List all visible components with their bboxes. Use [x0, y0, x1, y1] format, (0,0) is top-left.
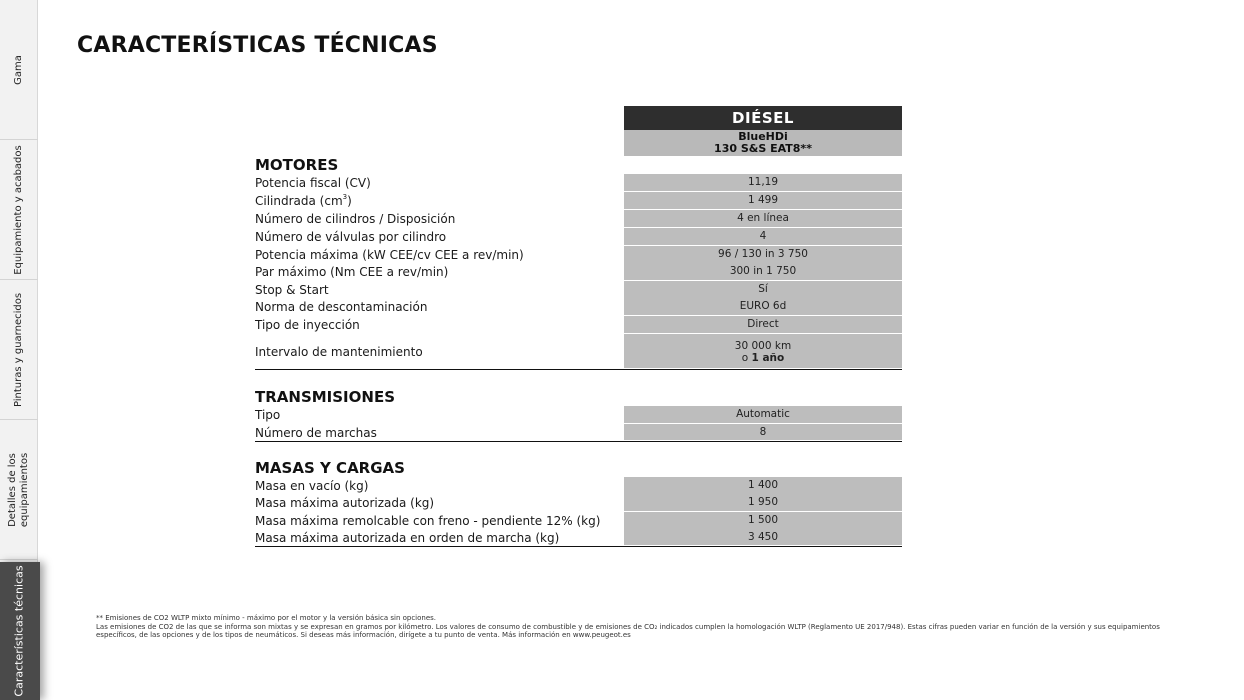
sidebar-tab-detalles[interactable] [0, 420, 38, 560]
spec-value: 4 [624, 228, 902, 246]
spec-value: EURO 6d [624, 298, 902, 316]
spec-row [255, 210, 902, 228]
sidebar-tab-label: Detalles de los equipamientos [7, 452, 31, 527]
spec-value: 300 in 1 750 [624, 263, 902, 281]
spec-row [255, 174, 902, 192]
spec-row [255, 246, 902, 264]
spec-row [255, 477, 902, 495]
engine-version-header [624, 130, 902, 156]
spec-row [255, 281, 902, 299]
spec-label: Masa máxima remolcable con freno - pendiente 12% (kg) [255, 514, 601, 528]
spec-label: Par máximo (Nm CEE a rev/min) [255, 265, 449, 279]
sidebar-nav [0, 0, 38, 700]
spec-row [255, 192, 902, 210]
spec-value: Automatic [624, 406, 902, 424]
spec-value: 8 [624, 424, 902, 441]
section-title-motores: MOTORES [255, 156, 339, 174]
spec-value: 1 499 [624, 192, 902, 210]
engine-variant: 130 S&S EAT8** [714, 142, 812, 155]
spec-label: Cilindrada $(cm^3)$ [255, 193, 352, 208]
spec-label: Stop & Start [255, 283, 329, 297]
spec-value: 1 400 [624, 477, 902, 495]
spec-row [255, 334, 902, 370]
spec-row [255, 494, 902, 512]
spec-label: Potencia fiscal (CV) [255, 176, 371, 190]
spec-label: Número de marchas [255, 426, 377, 440]
spec-label: Masa máxima autorizada (kg) [255, 496, 435, 510]
sidebar-tab-label: Características técnicas [13, 565, 26, 697]
spec-row [255, 228, 902, 246]
spec-label: Norma de descontaminación [255, 300, 428, 314]
footnote [96, 614, 1176, 640]
spec-value: 96 / 130 in 3 750 [624, 246, 902, 264]
sidebar-tab-equipamiento[interactable] [0, 140, 38, 280]
page-title: CARACTERÍSTICAS TÉCNICAS [77, 33, 438, 58]
engine-name: BlueHDi [738, 130, 788, 143]
spec-row [255, 529, 902, 547]
spec-row [255, 406, 902, 424]
spec-label: Tipo [255, 408, 281, 422]
spec-label: Intervalo de mantenimiento [255, 345, 423, 359]
sidebar-tab-label: Gama [13, 54, 24, 85]
spec-value: 3 450 [624, 529, 902, 546]
spec-row [255, 263, 902, 281]
section-title-masas: MASAS Y CARGAS [255, 459, 405, 477]
spec-value: Direct [624, 316, 902, 334]
sidebar-tab-label: Equipamiento y acabados [13, 144, 24, 275]
footnote-line: ** Emisiones de CO2 WLTP mixto mínimo - máximo por el motor y la versión básica sin opciones. [96, 614, 437, 622]
spec-label: Masa en vacío (kg) [255, 479, 369, 493]
spec-value: 11,19 [624, 174, 902, 192]
spec-label: Número de cilindros / Disposición [255, 212, 456, 226]
spec-label: Tipo de inyección [255, 318, 360, 332]
spec-value: 30 000 km o 1 año [624, 334, 902, 369]
sidebar-tab-caracteristicas-active[interactable] [0, 562, 40, 700]
sidebar-tab-pinturas[interactable] [0, 280, 38, 420]
spec-label: Masa máxima autorizada en orden de marcha (kg) [255, 531, 560, 545]
spec-label: Número de válvulas por cilindro [255, 230, 447, 244]
column-header-diesel: DIÉSEL [624, 106, 902, 130]
spec-value: 1 950 [624, 494, 902, 512]
section-title-transmisiones: TRANSMISIONES [255, 388, 395, 406]
spec-value: 4 en línea [624, 210, 902, 228]
spec-row [255, 298, 902, 316]
spec-row [255, 512, 902, 530]
spec-value: Sí [624, 281, 902, 299]
spec-label: Potencia máxima (kW CEE/cv CEE a rev/min) [255, 248, 524, 262]
spec-row [255, 316, 902, 334]
sidebar-tab-gama[interactable] [0, 0, 38, 140]
spec-row [255, 424, 902, 442]
footnote-line: Las emisiones de CO2 de las que se informa son mixtas y se expresan en gramos por kilómetro. Los valores de consumo de combustible y de emisiones de CO₂ indicados cumplen la homologación WLTP (Reglamento UE 2017/948). Estas cifras pueden variar en función de la versión y sus equipamientos específicos, de las opciones y de los tipos de neumáticos. Si deseas más información, dirígete a tu punto de venta. Más información en www.peugeot.es [96, 622, 1160, 639]
sidebar-tab-label: Pinturas y guarnecidos [13, 292, 25, 407]
spec-value: 1 500 [624, 512, 902, 530]
